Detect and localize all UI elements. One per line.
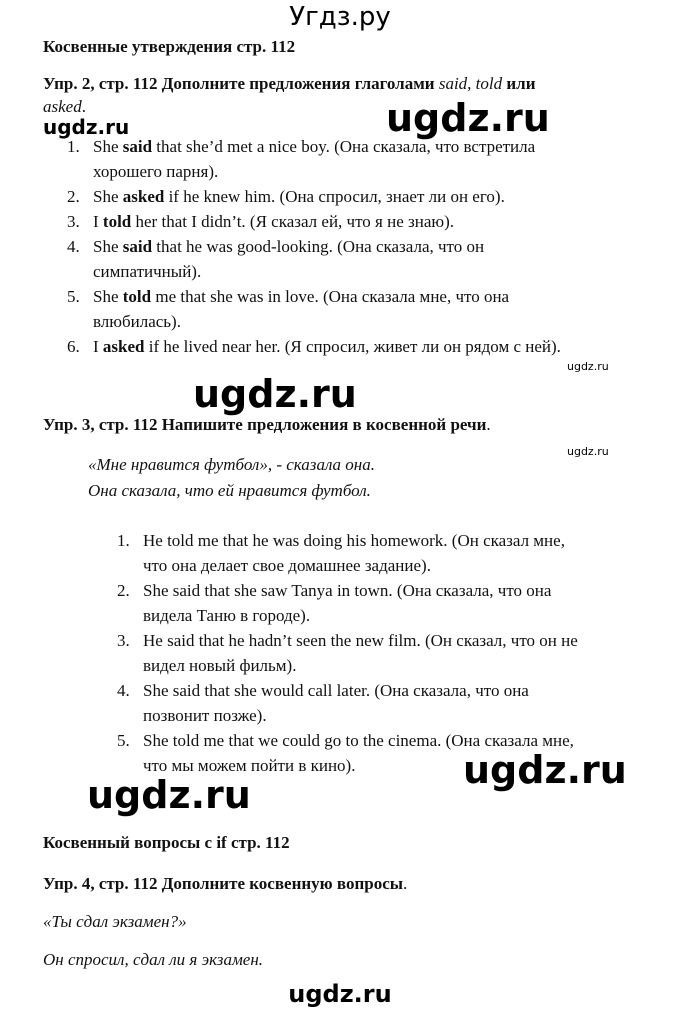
footer-watermark: ugdz.ru (288, 980, 392, 1008)
exercise-2-list (67, 134, 561, 359)
list-item-number: 3. (67, 212, 80, 231)
item-text: if he lived near her. (Я спросил, живет ли он рядом с ней). (148, 337, 561, 356)
list-item (67, 209, 561, 234)
exercise-2-title-text: Упр. 2, стр. 112 Дополните предложения глаголами (43, 74, 435, 93)
list-item-number: 1. (67, 137, 80, 156)
exercise-4-title-text: Упр. 4, стр. 112 Дополните косвенную вопросы (43, 874, 404, 893)
list-item-number: 3. (117, 631, 130, 650)
exercise-3-list (117, 528, 578, 778)
item-verb: told (122, 287, 152, 306)
exercise-2-title-period: . (81, 97, 86, 116)
list-item (67, 234, 561, 284)
list-item-number: 4. (117, 681, 130, 700)
watermark-mid: ugdz.ru (43, 115, 130, 139)
list-item-number: 5. (67, 287, 80, 306)
item-text-line2: видел новый фильм). (143, 656, 297, 675)
watermark-small: ugdz.ru (567, 360, 609, 373)
list-item-number: 1. (117, 531, 130, 550)
list-item (67, 284, 561, 334)
item-text-line2: хорошего парня). (93, 162, 219, 181)
watermark-big: ugdz.ru (87, 773, 251, 817)
watermark-big: ugdz.ru (386, 96, 550, 140)
item-subject: She (93, 237, 119, 256)
item-subject: She (93, 287, 119, 306)
exercise-2-title-or: или (506, 74, 536, 93)
exercise-4-title-period: . (403, 874, 408, 893)
list-item-number: 4. (67, 237, 80, 256)
list-item (117, 578, 578, 628)
item-text: She said that she would call later. (Она сказала, что она (143, 681, 529, 700)
watermark-big: ugdz.ru (463, 748, 627, 792)
item-subject: I (93, 337, 99, 356)
list-item (117, 678, 578, 728)
item-text: that he was good-looking. (Она сказала, что он (156, 237, 485, 256)
item-text-line2: влюбилась). (93, 312, 181, 331)
list-item-number: 2. (67, 187, 80, 206)
exercise-3-example-answer: Она сказала, что ей нравится футбол. (88, 481, 371, 500)
item-text: that she’d met a nice boy. (Она сказала, что встретила (156, 137, 536, 156)
exercise-3-title-text: Упр. 3, стр. 112 Напишите предложения в косвенной речи (43, 415, 487, 434)
item-subject: She (93, 137, 119, 156)
item-text-line2: видела Таню в городе). (143, 606, 311, 625)
exercise-4-title (43, 874, 407, 894)
watermark-small: ugdz.ru (567, 445, 609, 458)
item-text: if he knew him. (Она спросил, знает ли он его). (168, 187, 505, 206)
item-text: me that she was in love. (Она сказала мне, что она (155, 287, 510, 306)
exercise-3-example-quote: «Мне нравится футбол», - сказала она. (88, 455, 375, 474)
item-subject: She (93, 187, 119, 206)
list-item-number: 2. (117, 581, 130, 600)
exercise-2-title-italic: said, told (438, 74, 503, 93)
list-item (117, 628, 578, 678)
item-text-line2: симпатичный). (93, 262, 202, 281)
list-item (117, 528, 578, 578)
watermark-big: ugdz.ru (193, 372, 357, 416)
item-text-line2: позвонит позже). (143, 706, 267, 725)
item-text: her that I didn’t. (Я сказал ей, что я не знаю). (135, 212, 454, 231)
exercise-3-title-period: . (486, 415, 491, 434)
exercise-3-title (43, 415, 491, 435)
item-verb: told (102, 212, 132, 231)
item-verb: said (122, 237, 153, 256)
item-text-line2: что она делает свое домашнее задание). (143, 556, 431, 575)
item-subject: I (93, 212, 99, 231)
item-text: She said that she saw Tanya in town. (Она сказала, что она (143, 581, 552, 600)
list-item-number: 5. (117, 731, 130, 750)
item-verb: asked (122, 187, 165, 206)
item-text: He said that he hadn’t seen the new film. (Он сказал, что он не (143, 631, 578, 650)
exercise-4-example-answer: Он спросил, сдал ли я экзамен. (43, 950, 264, 969)
list-item (67, 334, 561, 359)
item-text-line2: что мы можем пойти в кино). (143, 756, 356, 775)
item-text: She told me that we could go to the cinema. (Она сказала мне, (143, 731, 574, 750)
list-item (67, 184, 561, 209)
item-text: He told me that he was doing his homework. (Он сказал мне, (143, 531, 565, 550)
item-verb: said (122, 137, 153, 156)
section-title-indirect-statements: Косвенные утверждения стр. 112 (43, 37, 296, 56)
exercise-2-title-asked: asked (43, 97, 82, 116)
exercise-2-title (43, 74, 536, 94)
list-item-number: 6. (67, 337, 80, 356)
list-item (67, 134, 561, 184)
section-title-indirect-questions: Косвенный вопросы с if стр. 112 (43, 833, 290, 852)
site-title: Угдз.ру (289, 2, 391, 32)
item-verb: asked (102, 337, 145, 356)
exercise-4-example-quote: «Ты сдал экзамен?» (43, 912, 187, 931)
